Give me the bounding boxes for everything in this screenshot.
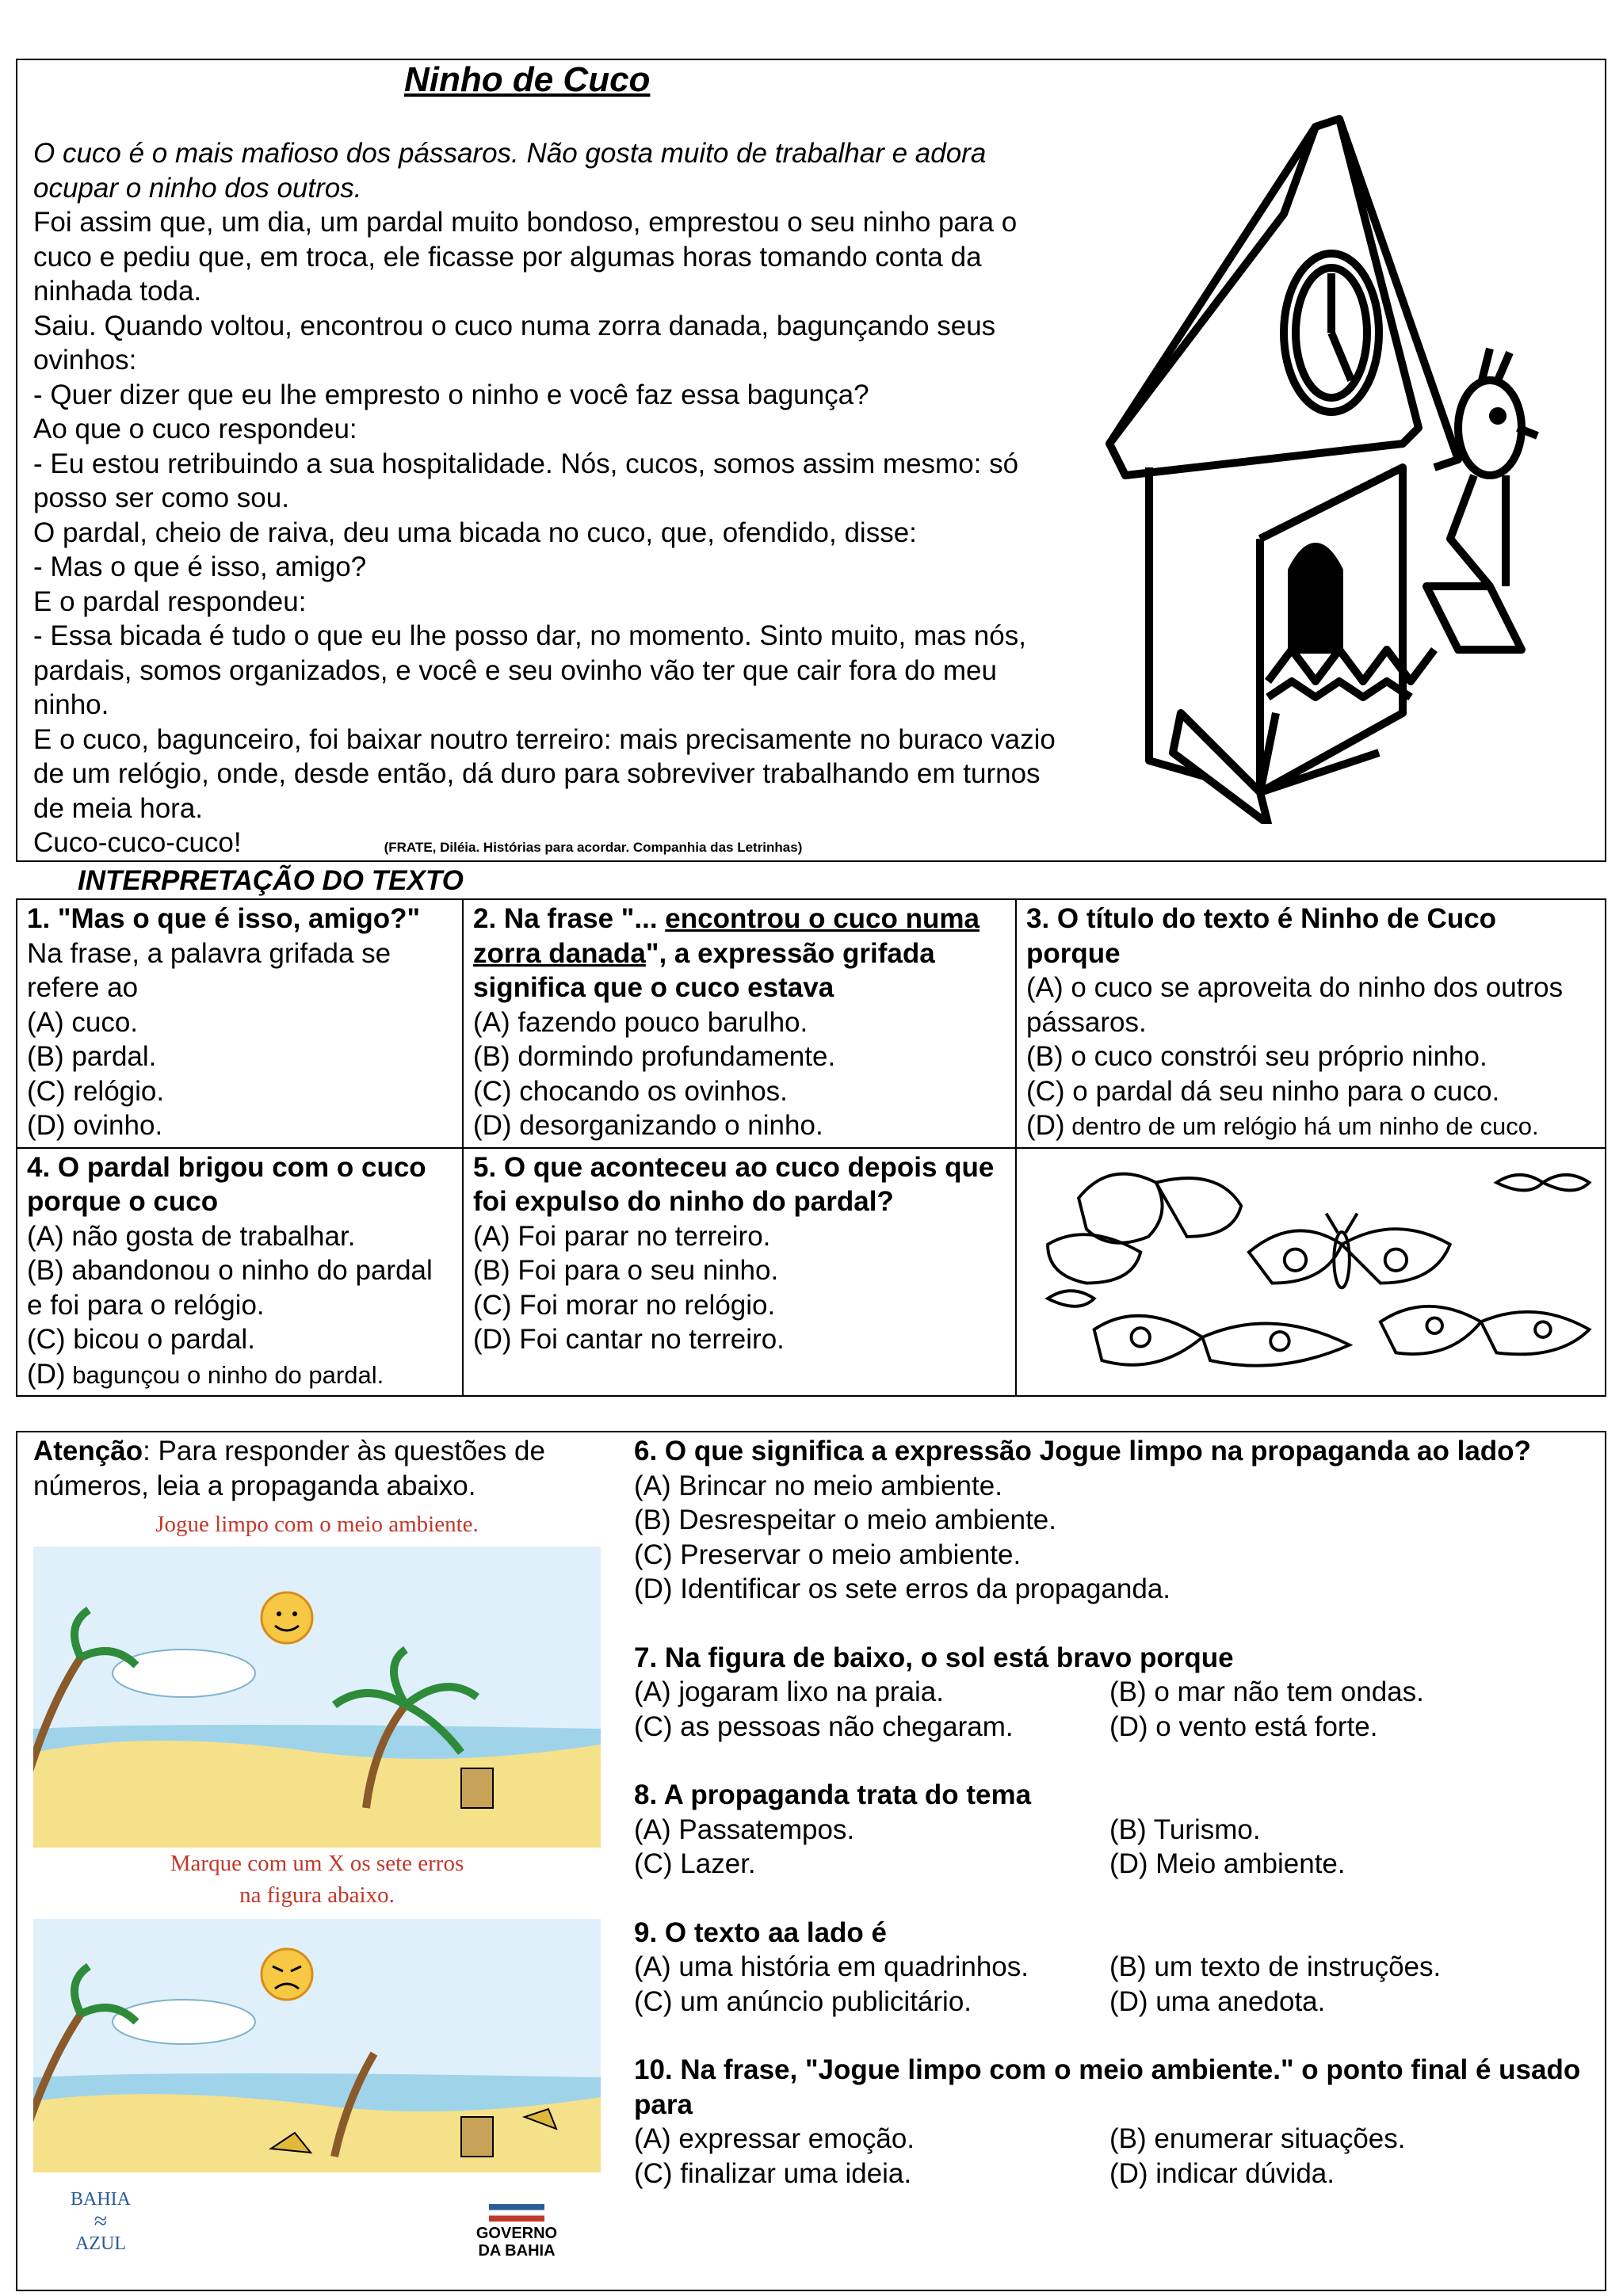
story-paragraph: Foi assim que, um dia, um pardal muito bondoso, emprestou o seu ninho para o cuco e pediu que, em troca, ele ficasse por algumas horas tomando conta da ninhada toda. [33,207,1018,307]
q9-option-a: (A) uma história em quadrinhos. [634,1951,1029,1982]
story-paragraph: E o pardal respondeu: [33,585,307,617]
wave-icon: ≈ [94,2208,108,2234]
q2-option-a: (A) fazendo pouco barulho. [473,1006,808,1038]
q3-option-d: dentro de um relógio há um ninho de cuco. [1064,1112,1539,1140]
q8-option-c: (C) Lazer. [634,1848,756,1879]
q3-stem: 3. O título do texto é Ninho de Cuco porque [1026,903,1497,969]
q4-option-a: (A) não gosta de trabalhar. [27,1220,356,1252]
q2-option-b: (B) dormindo profundamente. [473,1041,836,1072]
q2-option-d: (D) desorganizando o ninho. [473,1110,823,1141]
q10-option-d: (D) indicar dúvida. [1109,2157,1335,2189]
q1-stem-rest: Na frase, a palavra grifada se refere ao [27,937,391,1003]
q10-option-a: (A) expressar emoção. [634,2123,915,2154]
q7-stem: 7. Na figura de baixo, o sol está bravo porque [634,1642,1234,1673]
q1-option-d: (D) ovinho. [27,1110,163,1141]
q1-option-a: (A) cuco. [27,1006,139,1038]
q9-option-d: (D) uma anedota. [1109,1985,1326,2017]
question-7 [634,1641,1593,1745]
question-1 [17,899,463,1148]
q10-option-c: (C) finalizar uma ideia. [634,2157,912,2189]
q6-option-d: (D) Identificar os sete erros da propaganda. [634,1573,1171,1604]
beach-scene-top [33,1547,601,1848]
logo-right-line-1: GOVERNO [475,2225,558,2242]
q4-option-b: (B) abandonou o ninho do pardal e foi para o relógio. [27,1255,433,1321]
q3-option-d-letter: (D) [1026,1110,1065,1141]
q9-option-b: (B) um texto de instruções. [1109,1951,1442,1982]
story-paragraph: E o cuco, bagunceiro, foi baixar noutro terreiro: mais precisamente no buraco vazio de um relógio, onde, desde então, dá duro para sobreviver trabalhando em turnos de meia hora. [33,723,1056,824]
story-paragraph: Saiu. Quando voltou, encontrou o cuco numa zorra danada, bagunçando seus ovinhos: [33,310,996,376]
q3-option-b: (B) o cuco constrói seu próprio ninho. [1026,1041,1487,1072]
advertisement-image [33,1507,601,2289]
q5-option-d: (D) Foi cantar no terreiro. [473,1324,785,1355]
attention-text: : Para responder às questões de números, leia a propaganda abaixo. [33,1436,545,1501]
q8-stem: 8. A propaganda trata do tema [634,1779,1032,1810]
cuckoo-clock-illustration [1078,95,1553,824]
q2-stem [473,903,980,1003]
q7-option-c: (C) as pessoas não chegaram. [634,1711,1014,1742]
ad-questions [634,1434,1593,2225]
ad-logo-right [453,2204,580,2260]
q6-option-b: (B) Desrespeitar o meio ambiente. [634,1505,1056,1535]
q2-stem-a: 2. Na frase "... [473,903,666,934]
q9-stem: 9. O texto aa lado é [634,1917,887,1948]
q4-option-d-letter: (D) [27,1358,66,1390]
question-5 [463,1148,1016,1397]
attention-note [33,1434,604,1503]
q4-stem: 4. O pardal brigou com o cuco porque o cuco [27,1151,426,1217]
q10-option-b: (B) enumerar situações. [1109,2123,1406,2154]
butterflies-illustration [1017,1149,1605,1386]
story-paragraph: - Quer dizer que eu lhe empresto o ninho e você faz essa bagunça? [33,379,869,410]
question-8 [634,1778,1593,1882]
story-paragraph: - Essa bicada é tudo o que eu lhe posso dar, no momento. Sinto muito, mas nós, pardais, somos organizados, e você e seu ovinho vão ter que cair fora do meu ninho. [33,620,1026,720]
story-text [33,136,1056,865]
section-title: INTERPRETAÇÃO DO TEXTO [78,865,464,896]
story-ending: Cuco-cuco-cuco! [33,827,242,858]
q7-option-a: (A) jogaram lixo na praia. [634,1676,944,1707]
logo-right-line-2: DA BAHIA [478,2242,556,2260]
q4-option-c: (C) bicou o pardal. [27,1324,255,1355]
logo-left-line-2: AZUL [75,2233,126,2254]
story-paragraph: - Eu estou retribuindo a sua hospitalidade. Nós, cucos, somos assim mesmo: só posso ser como sou. [33,448,1019,513]
q6-option-c: (C) Preservar o meio ambiente. [634,1539,1022,1570]
q6-option-a: (A) Brincar no meio ambiente. [634,1470,1002,1501]
q1-stem: 1. "Mas o que é isso, amigo?" [27,903,421,934]
beach-scene-bottom [33,1919,601,2172]
q8-option-d: (D) Meio ambiente. [1109,1848,1346,1879]
q4-option-d: bagunçou o ninho do pardal. [65,1360,384,1389]
q2-stem-b: ", a expressão grifada significa que o cuco estava [473,937,935,1003]
q1-option-b: (B) pardal. [27,1041,157,1072]
q1-option-c: (C) relógio. [27,1075,165,1107]
story-citation: (FRATE, Diléia. Histórias para acordar. Companhia das Letrinhas) [384,840,803,855]
story-paragraph: Ao que o cuco respondeu: [33,414,357,444]
story-paragraph: - Mas o que é isso, amigo? [33,551,367,582]
q2-stem-underlined: encontrou o cuco numa zorra danada [473,903,980,969]
ad-instruction [33,1848,601,1911]
q3-option-c: (C) o pardal dá seu ninho para o cuco. [1026,1075,1500,1107]
flag-icon [489,2204,544,2222]
q7-option-d: (D) o vento está forte. [1109,1711,1378,1742]
q5-stem: 5. O que aconteceu ao cuco depois que foi expulso do ninho do pardal? [473,1151,995,1217]
question-10 [634,2053,1593,2191]
q8-option-a: (A) Passatempos. [634,1814,855,1845]
ad-instruction-line-2: na figura abaixo. [239,1882,395,1908]
question-4 [17,1148,463,1397]
attention-label: Atenção [33,1436,143,1466]
ad-headline: Jogue limpo com o meio ambiente. [155,1512,479,1537]
logo-left-line-1: BAHIA [71,2189,131,2210]
q10-stem: 10. Na frase, "Jogue limpo com o meio ambiente." o ponto final é usado para [634,2054,1581,2120]
q5-option-a: (A) Foi parar no terreiro. [473,1220,771,1252]
ad-logo-left [49,2188,152,2255]
q9-option-c: (C) um anúncio publicitário. [634,1985,972,2017]
ad-instruction-line-1: Marque com um X os sete erros [170,1851,464,1876]
questions-table [16,898,1606,1397]
story-intro: O cuco é o mais mafioso dos pássaros. Não gosta muito de trabalhar e adora ocupar o ninho dos outros. [33,138,987,204]
q6-stem: 6. O que significa a expressão Jogue limpo na propaganda ao lado? [634,1436,1531,1466]
q5-option-c: (C) Foi morar no relógio. [473,1289,776,1321]
question-3 [1016,899,1606,1148]
story-paragraph: O pardal, cheio de raiva, deu uma bicada no cuco, que, ofendido, disse: [33,517,917,548]
story-title: Ninho de Cuco [404,60,651,99]
q8-option-b: (B) Turismo. [1109,1814,1261,1845]
q5-option-b: (B) Foi para o seu ninho. [473,1255,779,1286]
butterflies-cell [1016,1148,1606,1397]
question-9 [634,1916,1593,2019]
q3-option-a: (A) o cuco se aproveita do ninho dos outros pássaros. [1026,972,1564,1038]
q2-option-c: (C) chocando os ovinhos. [473,1075,788,1107]
q7-option-b: (B) o mar não tem ondas. [1109,1676,1424,1707]
question-2 [463,899,1016,1148]
question-6 [634,1434,1593,1607]
